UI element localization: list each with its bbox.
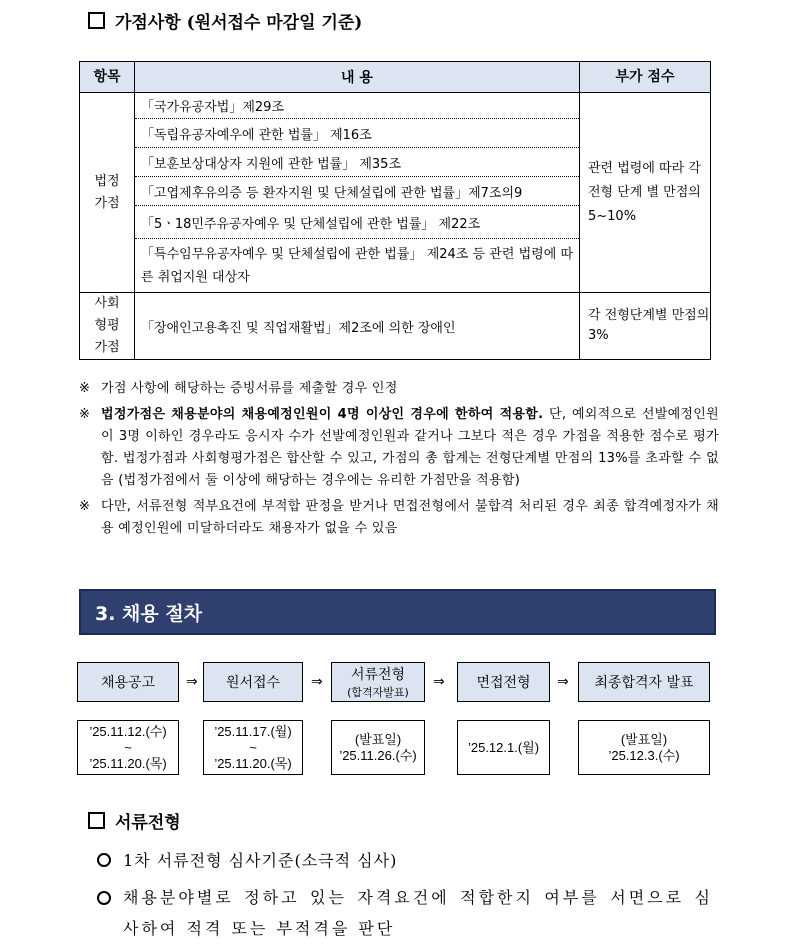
note-mark: ※	[79, 381, 90, 396]
note-text: 다만, 서류전형 적부요건에 부적합 판정을 받거나 면접전형에서 불합격 처리된 경우 최종 합격예정자가 채용 예정인원에 미달하더라도 채용자가 없을 수 있음	[101, 499, 719, 536]
note-bold-text: 법정가점은 채용분야의 채용예정인원이 4명 이상인 경우에 한하여 적용함.	[101, 407, 544, 422]
law-line: 「국가유공자법」제29조	[135, 93, 579, 119]
bonus-table	[79, 61, 711, 360]
screening-item-text: 1차 서류전형 심사기준(소극적 심사)	[123, 851, 398, 870]
social-item-cell: 사회 형평 가점	[80, 293, 135, 360]
date-line: ~	[124, 739, 132, 755]
table-header-row	[80, 62, 711, 93]
note-item	[79, 378, 719, 400]
step-date-box	[77, 720, 179, 775]
law-line: 「고엽제후유의증 등 환자지원 및 단체설립에 관한 법률」제7조의9	[135, 177, 579, 206]
bonus-heading-text: 가점사항 (원서접수 마감일 기준)	[115, 13, 363, 33]
circle-bullet-icon	[97, 891, 111, 905]
arrow-icon: ⇒	[433, 674, 445, 690]
date-line: (발표일)	[354, 731, 402, 747]
note-rest-text: 단, 예외적으로 선발예정인원이 3명 이하인 경우라도 응시자 수가 선발예정인원과 같거나 그보다 적은 경우 가점을 적용한 점수로 평가함. 법정가점과 사회형평가점은 합산할 수 있고, 가점의 총 합계는 전형단계별 만점의 13%를 초과할 수 없음 (법정가점에서 둘 이상에 해당하는 경우에는 유리한 가점만을 적용함)	[101, 407, 720, 488]
law-line: 「보훈보상대상자 지원에 관한 법률」 제35조	[135, 148, 579, 177]
checkbox-square-icon	[88, 12, 105, 29]
law-line: 「특수임무유공자예우 및 단체설립에 관한 법률」 제24조 등 관련 법령에 따른 취업지원 대상자	[141, 246, 573, 285]
date-line: ’25.11.26.(수)	[339, 747, 417, 763]
screening-item	[97, 882, 727, 944]
screening-heading	[88, 808, 181, 833]
legal-item-cell: 법정 가점	[80, 93, 135, 293]
step-date-box	[331, 720, 425, 775]
date-line: ’25.11.20.(목)	[214, 755, 292, 771]
date-line: ’25.11.20.(목)	[89, 755, 167, 771]
procedure-section-title: 3. 채용 절차	[79, 589, 716, 635]
step-sublabel: (합격자발표)	[347, 686, 409, 699]
header-content: 내 용	[135, 62, 580, 93]
circle-bullet-icon	[97, 853, 111, 867]
note-text	[101, 404, 719, 492]
step-date-box	[578, 720, 710, 775]
note-mark: ※	[79, 407, 90, 422]
date-line: ’25.11.17.(월)	[214, 723, 292, 739]
step-label: 서류전형	[350, 667, 406, 683]
legal-extra-cell: 관련 법령에 따라 각 전형 단계 별 만점의 5~10%	[580, 93, 711, 293]
legal-laws-cell	[135, 93, 580, 293]
step-label: 채용공고	[100, 675, 156, 691]
header-extra: 부가 점수	[580, 62, 711, 93]
step-label: 면접전형	[476, 675, 531, 691]
notes-list	[79, 378, 719, 542]
screening-item-text: 채용분야별로 정하고 있는 자격요건에 적합한지 여부를 서면으로 심사하여 적격 또는 부적격을 판단	[123, 888, 713, 938]
arrow-icon: ⇒	[557, 674, 569, 690]
step-date-box	[203, 720, 303, 775]
header-item: 항목	[80, 62, 135, 93]
law-line: 「5ㆍ18민주유공자예우 및 단체설립에 관한 법률」 제22조	[135, 206, 579, 239]
social-extra-cell: 각 전형단계별 만점의 3%	[580, 293, 711, 360]
date-line: ~	[249, 739, 257, 755]
step-label: 원서접수	[225, 675, 281, 691]
arrow-icon: ⇒	[186, 674, 198, 690]
step-box	[578, 662, 710, 702]
step-box	[457, 662, 550, 702]
table-row-social	[80, 293, 711, 360]
date-line: ’25.11.12.(수)	[89, 723, 167, 739]
date-line: ’25.12.3.(수)	[608, 747, 680, 763]
screening-item	[97, 848, 727, 871]
note-item	[79, 404, 719, 492]
screening-heading-text: 서류전형	[115, 813, 181, 833]
law-line: 「독립유공자예우에 관한 법률」 제16조	[135, 119, 579, 148]
arrow-icon: ⇒	[311, 674, 323, 690]
step-box	[77, 662, 179, 702]
step-label: 최종합격자 발표	[594, 675, 694, 691]
note-item	[79, 496, 719, 540]
note-text: 가점 사항에 해당하는 증빙서류를 제출할 경우 인정	[101, 381, 398, 396]
step-box	[203, 662, 303, 702]
step-box	[331, 662, 425, 702]
checkbox-square-icon	[88, 812, 105, 829]
date-line: ’25.12.1.(월)	[467, 739, 540, 755]
social-content-cell: 「장애인고용촉진 및 직업재활법」제2조에 의한 장애인	[135, 293, 580, 360]
bonus-heading	[88, 8, 362, 33]
note-mark: ※	[79, 499, 90, 514]
date-line: (발표일)	[620, 731, 668, 747]
table-row-legal	[80, 93, 711, 293]
step-date-box	[457, 720, 550, 775]
